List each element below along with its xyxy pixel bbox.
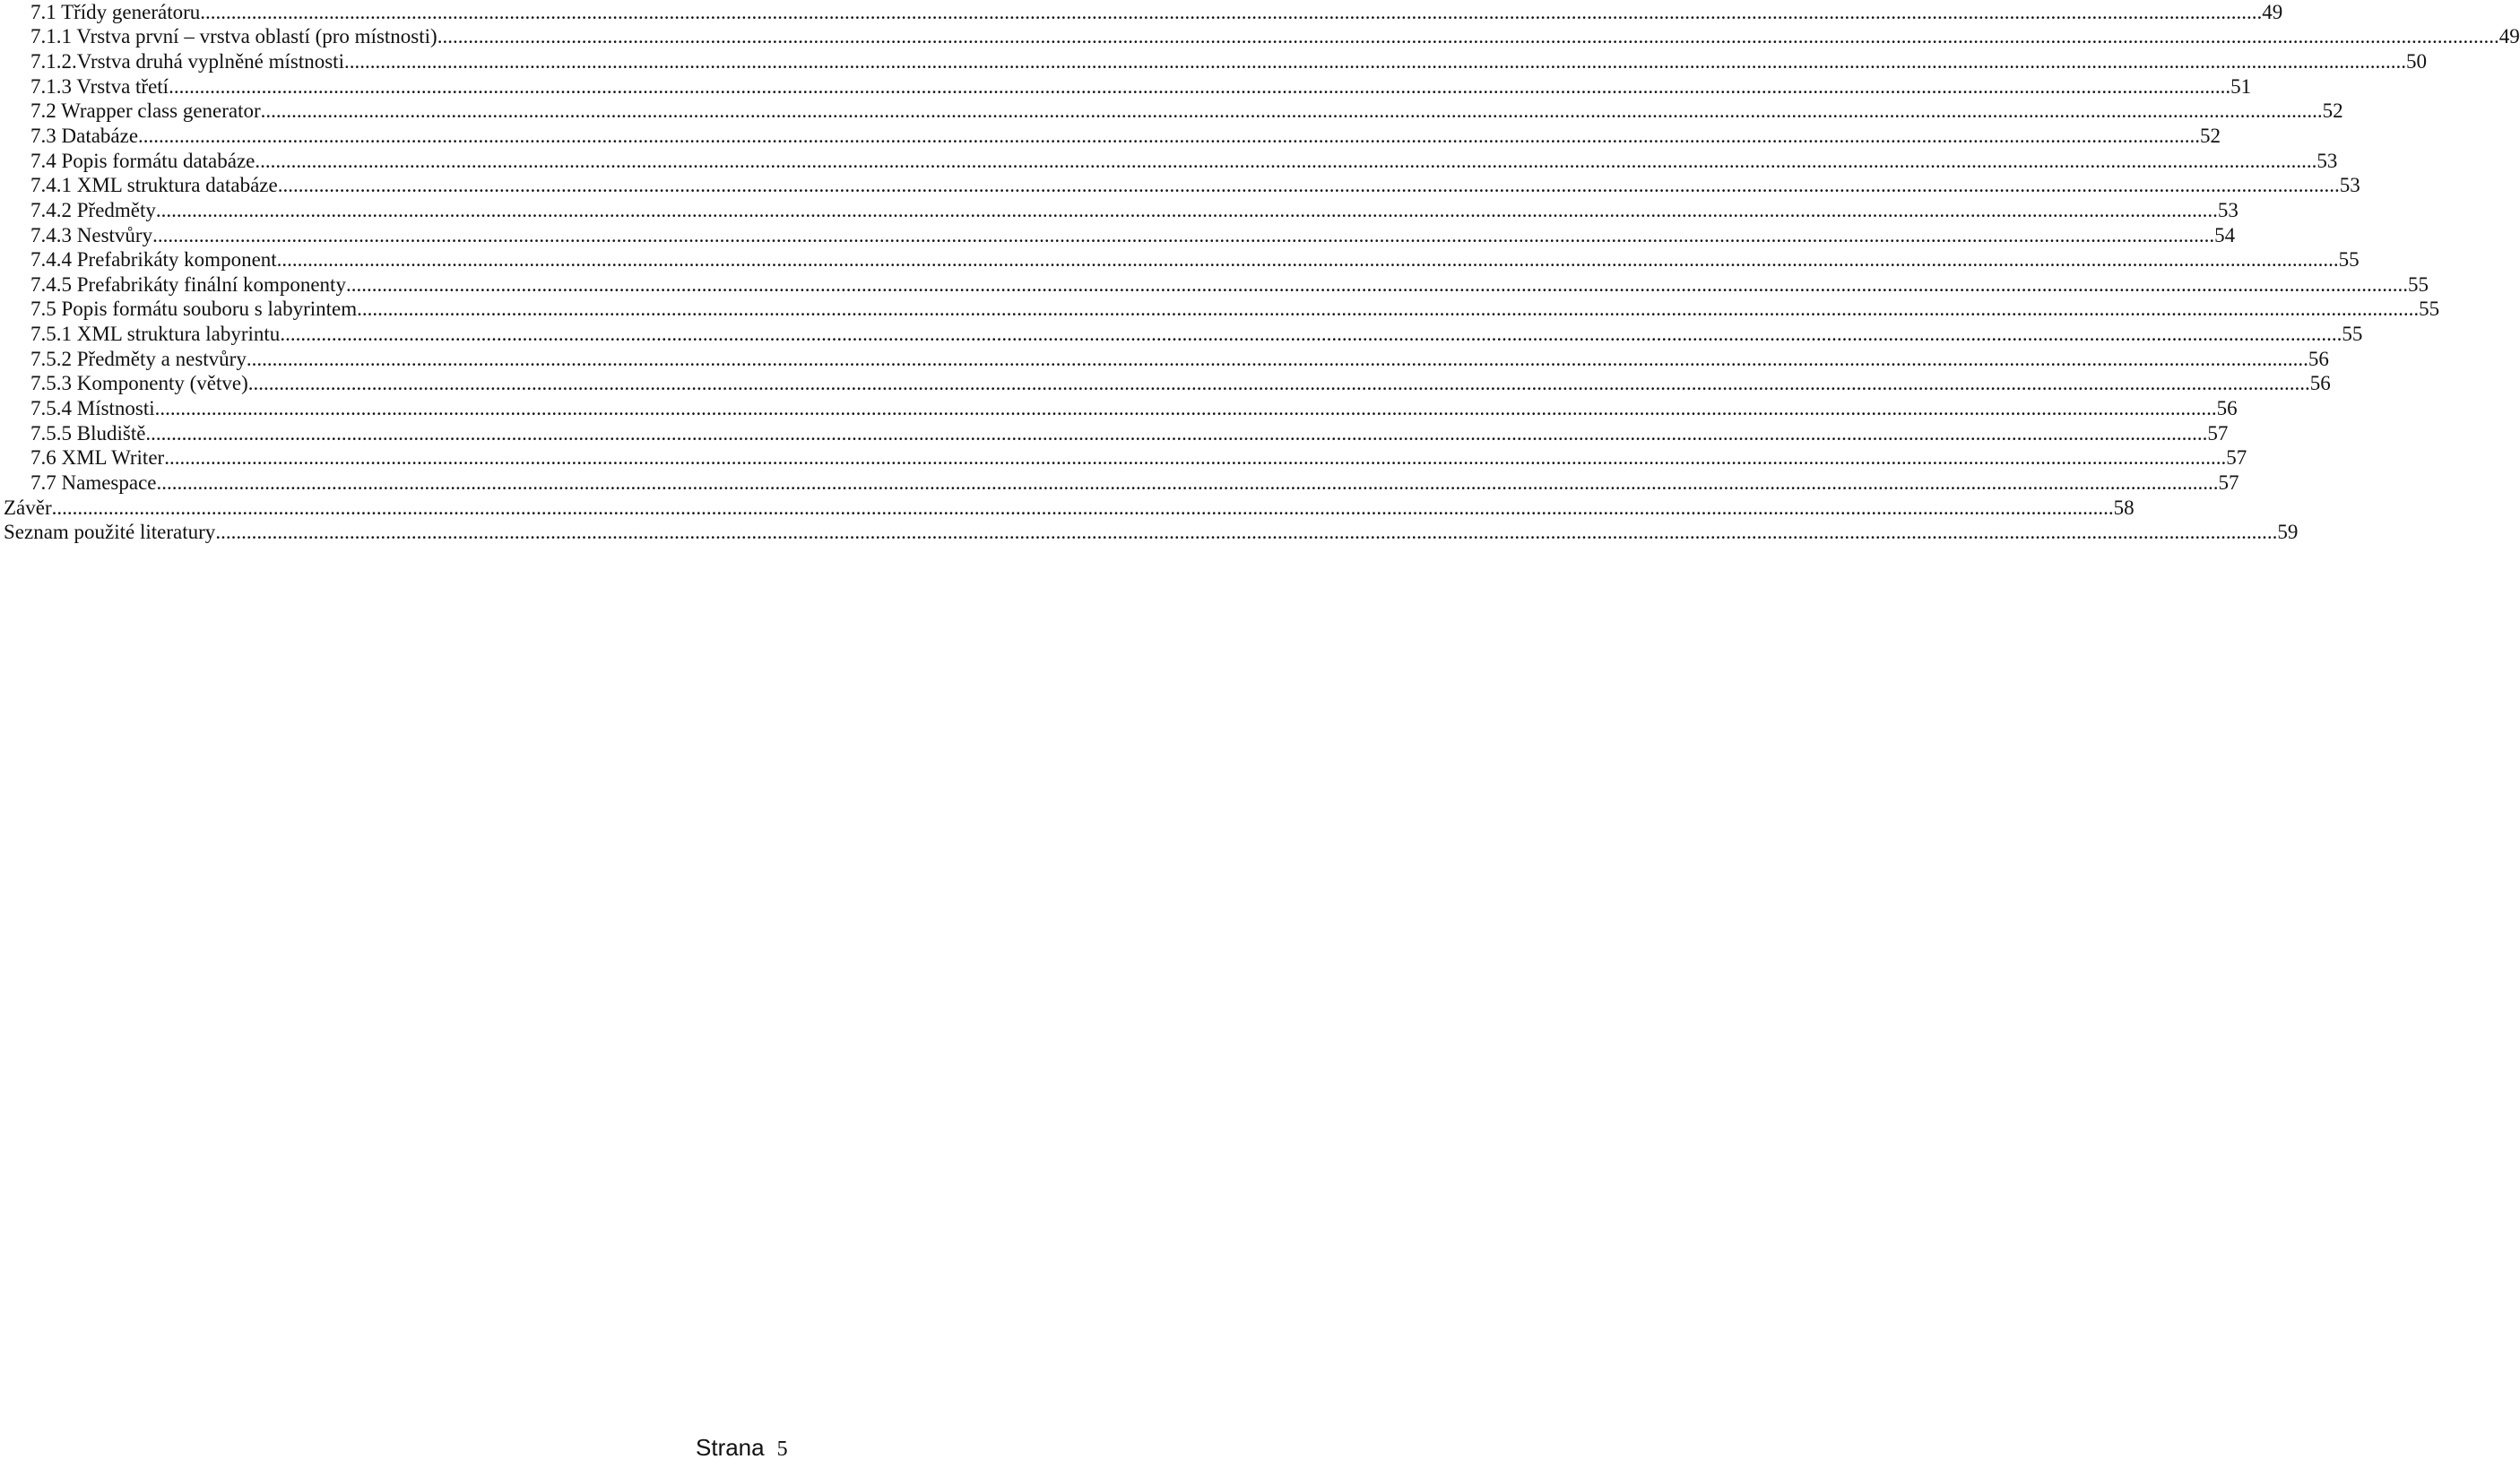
toc-entry-title: 7.1.1 Vrstva první – vrstva oblastí (pro místnosti)	[30, 25, 437, 47]
toc-dot-leader: ................................................................................................................................................................................................................................................................................................................................................................................................................	[343, 50, 2406, 73]
toc-entry[interactable]	[30, 24, 2520, 49]
toc-entry[interactable]	[30, 198, 2239, 223]
page-footer	[696, 1434, 788, 1463]
toc-dot-leader: ................................................................................................................................................................................................................................................................................................................................................................................................................	[152, 224, 2215, 246]
toc-dot-leader: ................................................................................................................................................................................................................................................................................................................................................................................................................	[260, 99, 2323, 122]
toc-entry[interactable]	[30, 74, 2252, 99]
toc-dot-leader: ................................................................................................................................................................................................................................................................................................................................................................................................................	[154, 397, 2217, 419]
toc-dot-leader: ................................................................................................................................................................................................................................................................................................................................................................................................................	[169, 75, 2231, 98]
toc-entry-page-number: 57	[2218, 471, 2239, 494]
toc-entry-title: 7.1.2.Vrstva druhá vyplněné místnosti	[30, 50, 344, 73]
toc-entry-title: 7.4 Popis formátu databáze	[30, 150, 255, 172]
footer-page-number: 5	[776, 1438, 788, 1461]
toc-entry[interactable]	[30, 297, 2440, 322]
toc-entry-title: 7.5 Popis formátu souboru s labyrintem	[30, 298, 358, 320]
toc-entry-page-number: 55	[2419, 298, 2440, 320]
toc-entry-title: 7.4.1 XML struktura databáze	[30, 174, 278, 196]
toc-entry-page-number: 49	[2498, 25, 2520, 47]
toc-entry-page-number: 53	[2217, 199, 2239, 221]
toc-entry-title: 7.6 XML Writer	[30, 446, 165, 469]
toc-entry-title: 7.5.3 Komponenty (větve)	[30, 372, 248, 394]
toc-entry[interactable]	[30, 421, 2229, 446]
toc-entry-page-number: 54	[2214, 224, 2236, 246]
toc-entry-page-number: 53	[2339, 174, 2360, 196]
toc-entry[interactable]	[30, 0, 2283, 25]
footer-page-label: Strana	[696, 1434, 765, 1461]
toc-entry-title: 7.4.3 Nestvůry	[30, 224, 153, 246]
toc-dot-leader: ................................................................................................................................................................................................................................................................................................................................................................................................................	[255, 150, 2317, 172]
toc-entry[interactable]	[4, 520, 2299, 545]
toc-entry[interactable]	[30, 173, 2360, 198]
toc-dot-leader: ................................................................................................................................................................................................................................................................................................................................................................................................................	[156, 471, 2219, 494]
toc-dot-leader: ................................................................................................................................................................................................................................................................................................................................................................................................................	[247, 372, 2310, 394]
toc-dot-leader: ................................................................................................................................................................................................................................................................................................................................................................................................................	[277, 174, 2340, 196]
toc-entry-page-number: 56	[2308, 348, 2329, 370]
toc-entry-title: 7.5.4 Místnosti	[30, 397, 155, 419]
toc-entry[interactable]	[30, 99, 2343, 124]
toc-entry-title: 7.5.1 XML struktura labyrintu	[30, 323, 281, 345]
toc-dot-leader: ................................................................................................................................................................................................................................................................................................................................................................................................................	[200, 1, 2263, 23]
toc-entry[interactable]	[30, 371, 2331, 396]
toc-entry[interactable]	[30, 347, 2329, 372]
toc-entry-page-number: 50	[2405, 50, 2427, 73]
toc-entry-page-number: 49	[2262, 1, 2283, 23]
toc-entry-page-number: 59	[2277, 521, 2299, 543]
toc-entry-title: Seznam použité literatury	[4, 521, 216, 543]
toc-entry-page-number: 55	[2342, 323, 2363, 345]
toc-entry[interactable]	[30, 149, 2338, 174]
toc-entry-page-number: 52	[2200, 125, 2221, 147]
toc-dot-leader: ................................................................................................................................................................................................................................................................................................................................................................................................................	[164, 446, 2227, 469]
toc-entry-page-number: 52	[2322, 99, 2343, 122]
toc-dot-leader: ................................................................................................................................................................................................................................................................................................................................................................................................................	[280, 323, 2342, 345]
toc-dot-leader: ................................................................................................................................................................................................................................................................................................................................................................................................................	[246, 348, 2308, 370]
toc-dot-leader: ................................................................................................................................................................................................................................................................................................................................................................................................................	[437, 25, 2499, 47]
toc-entry-title: 7.2 Wrapper class generator	[30, 99, 261, 122]
toc-dot-leader: ................................................................................................................................................................................................................................................................................................................................................................................................................	[215, 521, 2278, 543]
toc-entry-title: 7.4.2 Předměty	[30, 199, 156, 221]
toc-dot-leader: ................................................................................................................................................................................................................................................................................................................................................................................................................	[51, 497, 2114, 519]
toc-entry-title: 7.5.5 Bludiště	[30, 422, 146, 445]
toc-entry[interactable]	[30, 471, 2239, 496]
toc-entry-page-number: 51	[2230, 75, 2252, 98]
toc-entry-title: 7.3 Databáze	[30, 125, 139, 147]
toc-entry-page-number: 56	[2216, 397, 2238, 419]
toc-entry-page-number: 55	[2407, 273, 2429, 296]
toc-entry-title: 7.4.4 Prefabrikáty komponent	[30, 248, 277, 271]
toc-entry-title: 7.1 Třídy generátoru	[30, 1, 201, 23]
toc-dot-leader: ................................................................................................................................................................................................................................................................................................................................................................................................................	[357, 298, 2420, 320]
toc-entry-page-number: 55	[2338, 248, 2360, 271]
toc-entry-title: 7.5.2 Předměty a nestvůry	[30, 348, 247, 370]
toc-entry[interactable]	[30, 223, 2236, 248]
toc-entry[interactable]	[30, 49, 2427, 74]
toc-entry-title: 7.1.3 Vrstva třetí	[30, 75, 169, 98]
toc-entry[interactable]	[30, 445, 2247, 471]
toc-dot-leader: ................................................................................................................................................................................................................................................................................................................................................................................................................	[138, 125, 2201, 147]
toc-dot-leader: ................................................................................................................................................................................................................................................................................................................................................................................................................	[276, 248, 2339, 271]
toc-entry[interactable]	[30, 322, 2363, 347]
toc-entry[interactable]	[30, 247, 2360, 272]
toc-dot-leader: ................................................................................................................................................................................................................................................................................................................................................................................................................	[155, 199, 2218, 221]
toc-entry-page-number: 56	[2309, 372, 2331, 394]
toc-entry-page-number: 53	[2316, 150, 2338, 172]
toc-entry[interactable]	[30, 272, 2429, 298]
toc-dot-leader: ................................................................................................................................................................................................................................................................................................................................................................................................................	[345, 273, 2408, 296]
toc-entry[interactable]	[30, 124, 2221, 149]
toc-entry-title: 7.4.5 Prefabrikáty finální komponenty	[30, 273, 346, 296]
toc-entry[interactable]	[30, 396, 2238, 421]
toc-entry-title: 7.7 Namespace	[30, 471, 157, 494]
toc-entry[interactable]	[4, 496, 2135, 521]
toc-entry-title: Závěr	[4, 497, 52, 519]
toc-dot-leader: ................................................................................................................................................................................................................................................................................................................................................................................................................	[145, 422, 2208, 445]
toc-entry-page-number: 58	[2113, 497, 2135, 519]
toc-entry-page-number: 57	[2207, 422, 2229, 445]
toc-entry-page-number: 57	[2226, 446, 2247, 469]
